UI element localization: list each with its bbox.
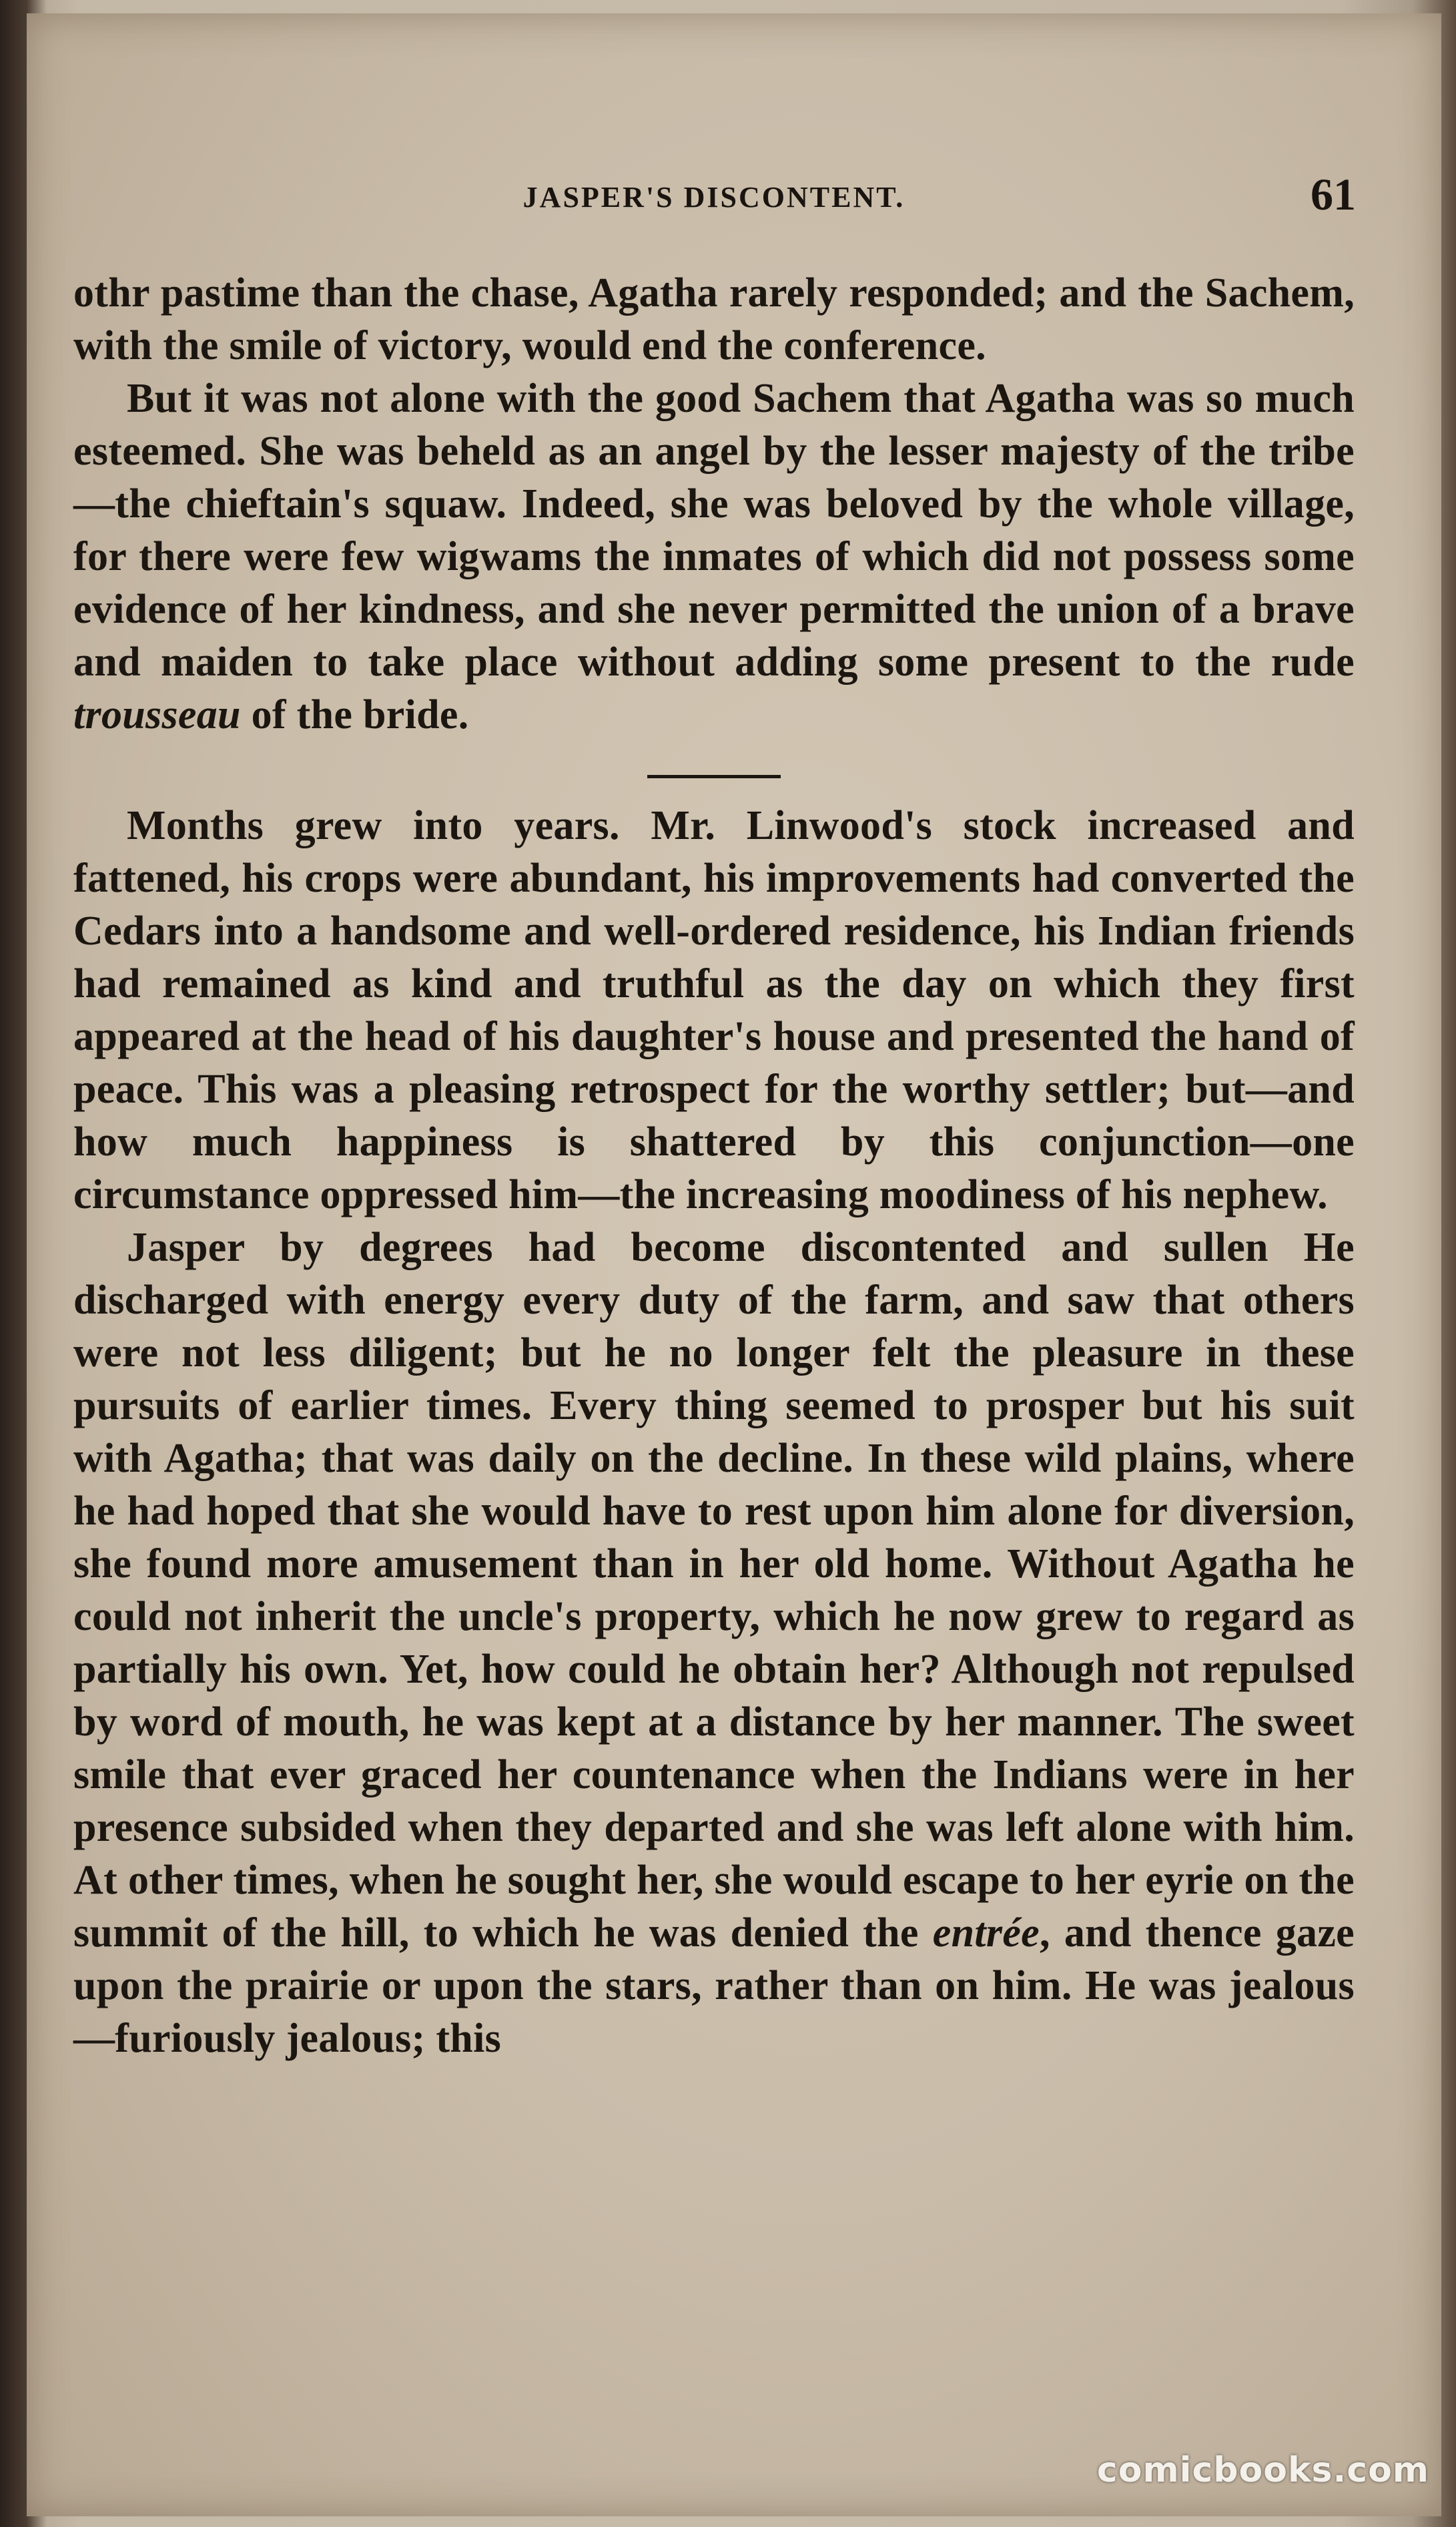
paragraph-4-text-a: Jasper by degrees had become discontented and sullen He discharged with energy every duty of the farm, and saw that others were not less diligent; but he no longer felt the pleasure in these pursuits of earlier times. Every thing seemed to prosper but his suit with Agatha; that was daily on the decline. In these wild plains, where he had hoped that she would have to rest upon him alone for diversion, she found more amusement than in her old home. Without Agatha he could not inherit the uncle's property, which he now grew to regard as partially his own. Yet, how could he obtain her? Although not repulsed by word of mouth, he was kept at a distance by her manner. The sweet smile that ever graced her countenance when the Indians were in her presence subsided when they departed and she was left alone with him. At other times, when he sought her, she would escape to her eyrie on the summit of the hill, to which he was denied the: [73, 1225, 1355, 1956]
page-number: 61: [1311, 169, 1356, 220]
running-head: JASPER'S DISCONTENT.: [522, 181, 905, 214]
paragraph-1-text: othr pastime than the chase, Agatha rarely responded; and the Sachem, with the smile of victory, would end the conference.: [73, 270, 1355, 368]
paragraph-3: [73, 800, 1355, 1221]
paragraph-2-italic: trousseau: [73, 692, 241, 738]
paragraph-3-text: Months grew into years. Mr. Linwood's stock increased and fattened, his crops were abundant, his improvements had converted the Cedars into a handsome and well-ordered residence, his Indian friends had remained as kind and truthful as the day on which they first appeared at the head of his daughter's house and presented the hand of peace. This was a pleasing retrospect for the worthy settler; but—and how much happiness is shattered by this conjunction—one circumstance oppressed him—the increasing moodiness of his nephew.: [73, 803, 1355, 1217]
body-text: [73, 267, 1355, 2065]
book-page: [27, 13, 1441, 2516]
page-header: [80, 168, 1356, 222]
section-divider: [647, 775, 781, 778]
paragraph-1: [73, 267, 1355, 372]
paragraph-4-italic: entrée: [932, 1910, 1040, 1956]
paragraph-2-text-a: But it was not alone with the good Sachem that Agatha was so much esteemed. She was beheld as an angel by the lesser majesty of the tribe—the chieftain's squaw. Indeed, she was beloved by the whole village, for there were few wigwams the inmates of which did not possess some evidence of her kindness, and she never permitted the union of a brave and maiden to take place without adding some present to the rude: [73, 376, 1355, 685]
paragraph-2: [73, 372, 1355, 742]
paragraph-2-text-b: of the bride.: [240, 692, 469, 738]
paragraph-4-text-b: , and thence gaze upon the prairie or upon the stars, rather than on him. He was jealous—furiously jealous; this: [73, 1910, 1355, 2061]
paragraph-4: [73, 1221, 1355, 2065]
watermark: comicbooks.com: [1096, 2450, 1429, 2490]
